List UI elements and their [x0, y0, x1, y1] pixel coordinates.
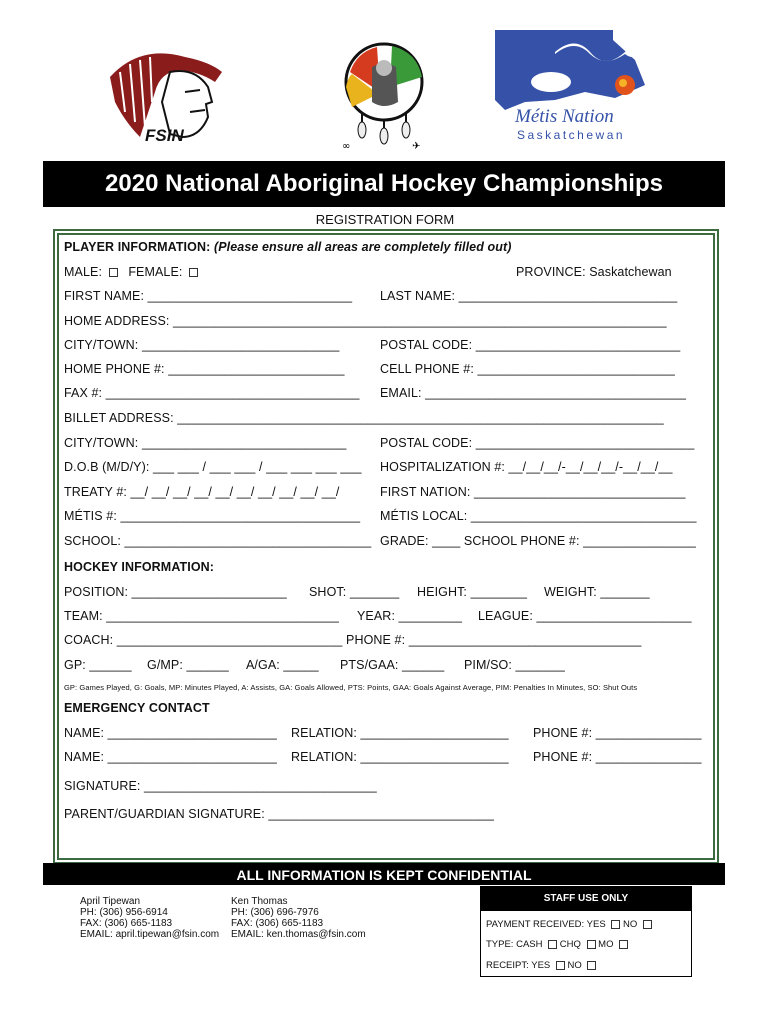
- stats-legend: GP: Games Played, G: Goals, MP: Minutes Played, A: Assists, GA: Goals Allowed, PTS: Points, GAA: Goals Against Average, PIM: Penalties In Minutes, SO: Shut Outs: [64, 683, 638, 692]
- position-field[interactable]: POSITION: ______________________: [64, 585, 287, 599]
- team-field[interactable]: TEAM: _________________________________: [64, 609, 339, 623]
- signature-field[interactable]: SIGNATURE: _________________________________: [64, 779, 377, 793]
- parent-signature-field[interactable]: PARENT/GUARDIAN SIGNATURE: ________________________________: [64, 807, 495, 821]
- shot-field[interactable]: SHOT: _______: [309, 585, 400, 599]
- receipt-no-checkbox[interactable]: [587, 961, 596, 970]
- fax-field[interactable]: FAX #: ____________________________________: [64, 386, 360, 400]
- payment-yes-checkbox[interactable]: [611, 920, 620, 929]
- first-name-field[interactable]: FIRST NAME: _____________________________: [64, 289, 353, 303]
- type-label: TYPE: CASH: [486, 939, 546, 950]
- contact-ken: [231, 896, 366, 940]
- emergency-phone-1[interactable]: PHONE #: _______________: [533, 726, 702, 740]
- billet-address-field[interactable]: BILLET ADDRESS: _____________________________________________________________________: [64, 411, 664, 425]
- weight-field[interactable]: WEIGHT: _______: [544, 585, 650, 599]
- contact-fax: FAX: (306) 665-1183: [231, 918, 324, 929]
- province-field: PROVINCE: Saskatchewan: [516, 265, 672, 279]
- cell-phone-field[interactable]: CELL PHONE #: ____________________________: [380, 362, 675, 376]
- receipt-no-label: NO: [564, 960, 585, 971]
- payment-type-row: [486, 939, 628, 950]
- gmp-field[interactable]: G/MP: ______: [147, 658, 229, 672]
- billet-postal-field[interactable]: POSTAL CODE: _______________________________: [380, 436, 695, 450]
- city-field[interactable]: CITY/TOWN: ____________________________: [64, 338, 340, 352]
- svg-text:✈: ✈: [412, 141, 421, 152]
- type-mo-checkbox[interactable]: [619, 940, 628, 949]
- receipt-row: [486, 960, 596, 971]
- metis-name: Métis Nation: [515, 106, 614, 127]
- contact-name: Ken Thomas: [231, 896, 288, 907]
- confidential-banner: ALL INFORMATION IS KEPT CONFIDENTIAL: [43, 863, 725, 885]
- hockey-heading: HOCKEY INFORMATION:: [64, 560, 215, 574]
- metis-number-field[interactable]: MÉTIS #: __________________________________: [64, 509, 361, 523]
- grade-school-phone-field[interactable]: GRADE: ____ SCHOOL PHONE #: ________________: [380, 534, 696, 548]
- emergency-relation-1[interactable]: RELATION: _____________________: [291, 726, 509, 740]
- league-field[interactable]: LEAGUE: ______________________: [478, 609, 692, 623]
- hospitalization-field[interactable]: HOSPITALIZATION #: __/__/__/-__/__/__/-__/__/__: [380, 460, 673, 474]
- emergency-relation-2[interactable]: RELATION: _____________________: [291, 750, 509, 764]
- fsin-label: FSIN: [145, 126, 184, 145]
- aga-field[interactable]: A/GA: _____: [246, 658, 319, 672]
- contact-fax: FAX: (306) 665-1183: [80, 918, 173, 929]
- emergency-heading: EMERGENCY CONTACT: [64, 701, 210, 715]
- male-checkbox[interactable]: [109, 268, 118, 277]
- player-note: (Please ensure all areas are completely filled out): [213, 240, 512, 254]
- emergency-name-2[interactable]: NAME: ________________________: [64, 750, 277, 764]
- type-chq-label: CHQ: [557, 939, 584, 950]
- receipt-label: RECEIPT: YES: [486, 960, 553, 971]
- height-field[interactable]: HEIGHT: ________: [417, 585, 527, 599]
- gp-field[interactable]: GP: ______: [64, 658, 132, 672]
- staff-use-heading: STAFF USE ONLY: [481, 887, 691, 911]
- contact-april: [80, 896, 219, 940]
- page-title: 2020 National Aboriginal Hockey Championships: [43, 161, 725, 207]
- contact-email: EMAIL: april.tipewan@fsin.com: [80, 929, 220, 940]
- payment-no-checkbox[interactable]: [643, 920, 652, 929]
- metis-nation-logo: [495, 30, 655, 145]
- email-field[interactable]: EMAIL: _____________________________________: [380, 386, 687, 400]
- contact-name: April Tipewan: [80, 896, 141, 907]
- home-address-field[interactable]: HOME ADDRESS: ______________________________________________________________________: [64, 314, 667, 328]
- female-label: FEMALE:: [128, 265, 187, 279]
- payment-label: PAYMENT RECEIVED: YES: [486, 919, 609, 930]
- emergency-name-1[interactable]: NAME: ________________________: [64, 726, 277, 740]
- svg-text:∞: ∞: [342, 141, 351, 152]
- player-heading: [64, 240, 512, 254]
- gender-row: [64, 265, 198, 279]
- form-title: REGISTRATION FORM: [315, 212, 455, 227]
- player-heading-text: PLAYER INFORMATION:: [64, 240, 211, 254]
- type-cash-checkbox[interactable]: [548, 940, 557, 949]
- ptsgaa-field[interactable]: PTS/GAA: ______: [340, 658, 445, 672]
- staff-use-box: [480, 886, 692, 977]
- type-chq-checkbox[interactable]: [587, 940, 596, 949]
- type-mo-label: MO: [595, 939, 617, 950]
- nahc-emblem: [332, 32, 442, 152]
- contact-phone: PH: (306) 956-6914: [80, 907, 168, 918]
- last-name-field[interactable]: LAST NAME: _______________________________: [380, 289, 678, 303]
- contact-phone: PH: (306) 696-7976: [231, 907, 319, 918]
- receipt-yes-checkbox[interactable]: [556, 961, 565, 970]
- coach-field[interactable]: COACH: ________________________________ PHONE #: _________________________________: [64, 633, 642, 647]
- first-nation-field[interactable]: FIRST NATION: ______________________________: [380, 485, 686, 499]
- male-label: MALE:: [64, 265, 106, 279]
- fsin-logo: [100, 42, 230, 152]
- contact-email: EMAIL: ken.thomas@fsin.com: [231, 929, 366, 940]
- emergency-phone-2[interactable]: PHONE #: _______________: [533, 750, 702, 764]
- pimso-field[interactable]: PIM/SO: _______: [464, 658, 565, 672]
- metis-province: Saskatchewan: [517, 128, 626, 142]
- billet-city-field[interactable]: CITY/TOWN: _____________________________: [64, 436, 347, 450]
- metis-local-field[interactable]: MÉTIS LOCAL: ________________________________: [380, 509, 697, 523]
- dob-field[interactable]: D.O.B (M/D/Y): ___ ___ / ___ ___ / ___ ___ ___ ___: [64, 460, 362, 474]
- payment-received-row: [486, 919, 652, 930]
- payment-no-label: NO: [620, 919, 640, 930]
- home-phone-field[interactable]: HOME PHONE #: _________________________: [64, 362, 345, 376]
- treaty-field[interactable]: TREATY #: __/ __/ __/ __/ __/ __/ __/ __/ __/ __/: [64, 485, 340, 499]
- year-field[interactable]: YEAR: _________: [357, 609, 463, 623]
- female-checkbox[interactable]: [189, 268, 198, 277]
- school-field[interactable]: SCHOOL: ___________________________________: [64, 534, 372, 548]
- postal-code-field[interactable]: POSTAL CODE: _____________________________: [380, 338, 681, 352]
